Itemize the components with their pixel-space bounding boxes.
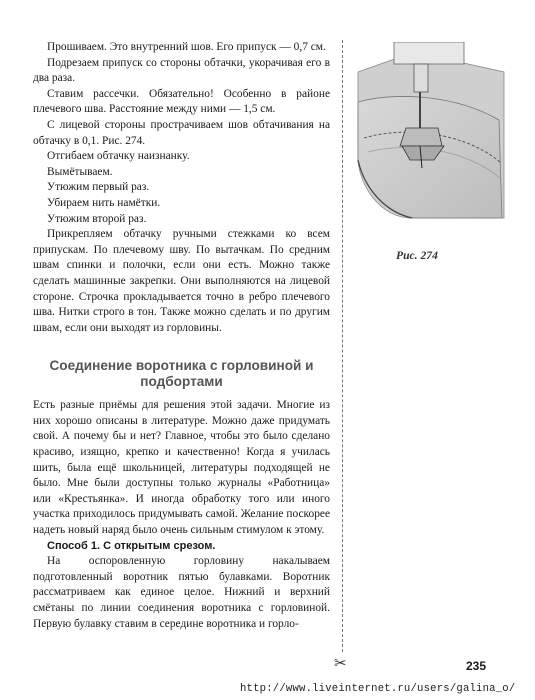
main-text-column bbox=[33, 40, 330, 632]
paragraph: На оспоровленную горловину накалываем подготовленный воротник пятью булавками. Воротник рассматриваем как единое целое. Нижний и верхний смётаны по линии соединения воротника с горловиной. Первую булавку ставим в середине воротника и горло- bbox=[33, 555, 330, 630]
paragraph: Вымётываем. bbox=[47, 165, 113, 178]
paragraph: Утюжим второй раз. bbox=[47, 212, 147, 225]
section-heading: Соединение воротника с горловиной и подбортами bbox=[49, 358, 314, 390]
figure-caption: Рис. 274 bbox=[396, 249, 438, 262]
cut-line-divider bbox=[342, 40, 343, 652]
paragraph: Ставим рассечки. Обязательно! Особенно в районе плечевого шва. Расстояние между ними — 1,5 см. bbox=[33, 87, 330, 116]
source-watermark-url: http://www.liveinternet.ru/users/galina_o/ bbox=[240, 683, 516, 695]
paragraph: Отгибаем обтачку наизнанку. bbox=[47, 150, 190, 163]
paragraph: Прикрепляем обтачку ручными стежками ко всем припускам. По плечевому шву. По вытачкам. По средним швам спинки и полочки, если они есть. Можно также сделать машинные закрепки. Они выполняются на лицевой стороне. Строчка прокладывается точно в ребро плечевого шва. Нитки строго в тон. Также можно сделать и по другим швам, если они выходят из горловины. bbox=[33, 228, 330, 334]
paragraph: Прошиваем. Это внутренний шов. Его припуск — 0,7 см. bbox=[47, 41, 326, 53]
sewing-foot-icon bbox=[354, 42, 506, 232]
paragraph: Утюжим первый раз. bbox=[47, 181, 150, 194]
paragraph: С лицевой стороны прострачиваем шов обтачивания на обтачку в 0,1. Рис. 274. bbox=[33, 118, 330, 147]
figure-274-illustration bbox=[354, 42, 506, 232]
page-number: 235 bbox=[466, 659, 487, 673]
method-subheading: Способ 1. С открытым срезом. bbox=[47, 539, 216, 552]
paragraph: Есть разные приёмы для решения этой задачи. Многие из них хорошо описаны в литературе. Можно даже придумать свой. А почему бы и нет? Главное, чтобы это было сделано красиво, изящно, крепко и качественно! Когда я училась шить, была ещё школьницей, литературы подходящей не было. Мне были доступны только журналы «Работница» или «Крестьянка». И иногда обработку того или иного участка приходилось придумывать самой. Желание поскорее надеть новый наряд было очень сильным стимулом к этому. bbox=[33, 399, 330, 537]
paragraph: Подрезаем припуск со стороны обтачки, укорачивая его в два раза. bbox=[33, 56, 330, 85]
scissors-icon: ✂ bbox=[334, 654, 347, 672]
paragraph: Убираем нить намётки. bbox=[47, 196, 161, 209]
